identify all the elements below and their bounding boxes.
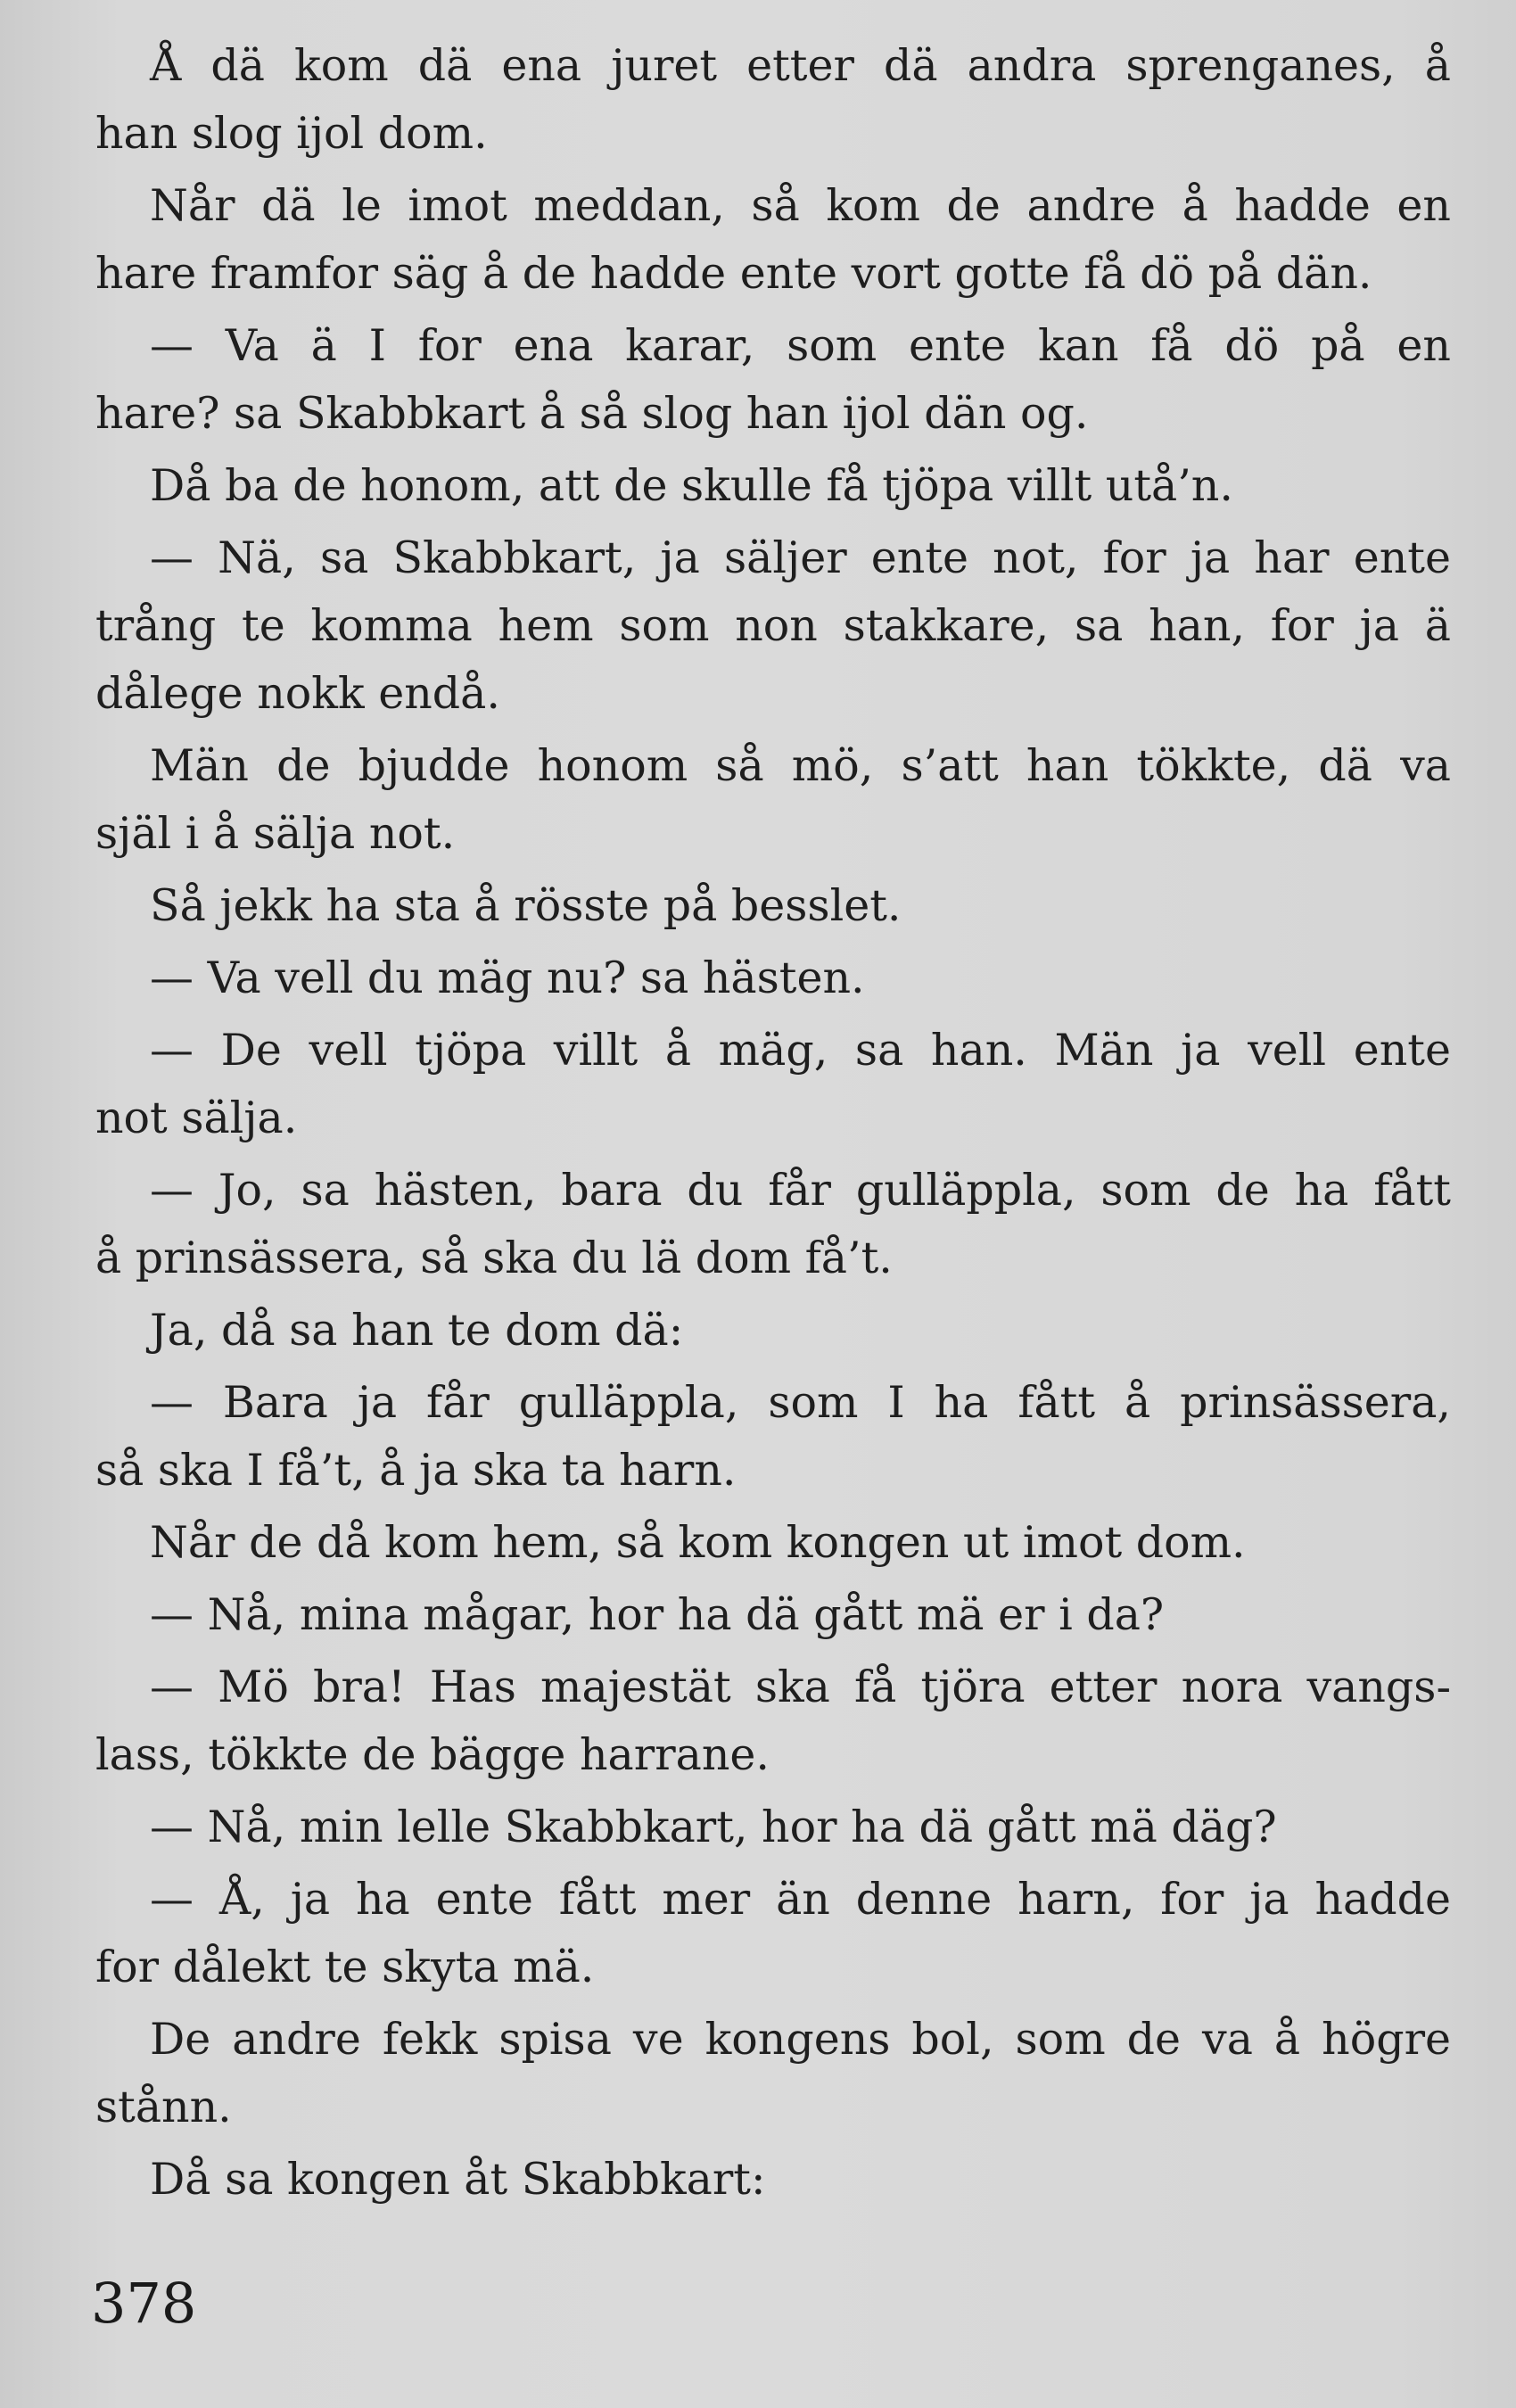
text-line: hare? sa Skabbkart å så slog han ijol dän og. xyxy=(95,388,1089,439)
text-line: Ja, då sa han te dom dä: xyxy=(150,1305,684,1356)
text-line: — Bara ja får gulläppla, som I ha fått å prinsässera, xyxy=(150,1377,1451,1428)
text-line: stånn. xyxy=(95,2082,232,2132)
paragraph xyxy=(95,1653,1451,1789)
paragraph xyxy=(95,1297,1451,1365)
text-line: dålege nokk endå. xyxy=(95,668,500,719)
text-line: Når dä le imot meddan, så kom de andre å hadde en xyxy=(150,180,1451,231)
page-number: 378 xyxy=(91,2271,197,2336)
paragraph xyxy=(95,2146,1451,2214)
paragraph xyxy=(95,1581,1451,1649)
text-line: — Å, ja ha ente fått mer än denne harn, for ja hadde xyxy=(150,1874,1451,1925)
text-line: — Mö bra! Has majestät ska få tjöra etter nora vangs- xyxy=(150,1662,1451,1712)
text-line: — Va vell du mäg nu? sa hästen. xyxy=(150,952,865,1003)
paragraph xyxy=(95,452,1451,520)
text-line: not sälja. xyxy=(95,1093,298,1143)
text-line: lass, tökkte de bägge harrane. xyxy=(95,1729,770,1780)
text-line: — Nå, min lelle Skabbkart, hor ha dä gått mä däg? xyxy=(150,1802,1277,1852)
text-line: De andre fekk spisa ve kongens bol, som de va å högre xyxy=(150,2014,1451,2065)
text-line: — Jo, sa hästen, bara du får gulläppla, som de ha fått xyxy=(150,1165,1451,1216)
text-line: å prinsässera, så ska du lä dom få’t. xyxy=(95,1233,893,1283)
text-line: så ska I få’t, å ja ska ta harn. xyxy=(95,1445,737,1496)
text-line: hare framfor säg å de hadde ente vort gotte få dö på dän. xyxy=(95,248,1372,299)
paragraph xyxy=(95,172,1451,308)
text-line: Å dä kom dä ena juret etter dä andra sprenganes, å xyxy=(150,40,1451,91)
text-line: Når de då kom hem, så kom kongen ut imot dom. xyxy=(150,1517,1246,1568)
text-line: Män de bjudde honom så mö, s’att han tökkte, dä va xyxy=(150,740,1451,791)
paragraph xyxy=(95,312,1451,448)
text-line: — Nå, mina mågar, hor ha dä gått mä er i da? xyxy=(150,1589,1165,1640)
text-line: själ i å sälja not. xyxy=(95,808,456,859)
paragraph xyxy=(95,1866,1451,2001)
body-text xyxy=(95,32,1451,2218)
paragraph xyxy=(95,32,1451,168)
paragraph xyxy=(95,524,1451,728)
text-line: — Nä, sa Skabbkart, ja säljer ente not, for ja har ente xyxy=(150,532,1451,583)
text-line: Då sa kongen åt Skabbkart: xyxy=(150,2154,766,2205)
text-line: Då ba de honom, att de skulle få tjöpa villt utå’n. xyxy=(150,460,1233,511)
paragraph xyxy=(95,1157,1451,1292)
text-line: trång te komma hem som non stakkare, sa han, for ja ä xyxy=(95,600,1451,651)
paragraph xyxy=(95,2006,1451,2141)
text-line: — Va ä I for ena karar, som ente kan få dö på en xyxy=(150,320,1451,371)
text-line: for dålekt te skyta mä. xyxy=(95,1942,595,1992)
paragraph xyxy=(95,944,1451,1012)
paragraph xyxy=(95,872,1451,940)
text-line: han slog ijol dom. xyxy=(95,108,488,159)
text-line: — De vell tjöpa villt å mäg, sa han. Män ja vell ente xyxy=(150,1025,1451,1076)
paragraph xyxy=(95,732,1451,868)
paragraph xyxy=(95,1794,1451,1861)
paragraph xyxy=(95,1017,1451,1152)
paragraph xyxy=(95,1509,1451,1577)
text-line: Så jekk ha sta å rösste på besslet. xyxy=(150,880,902,931)
paragraph xyxy=(95,1369,1451,1505)
